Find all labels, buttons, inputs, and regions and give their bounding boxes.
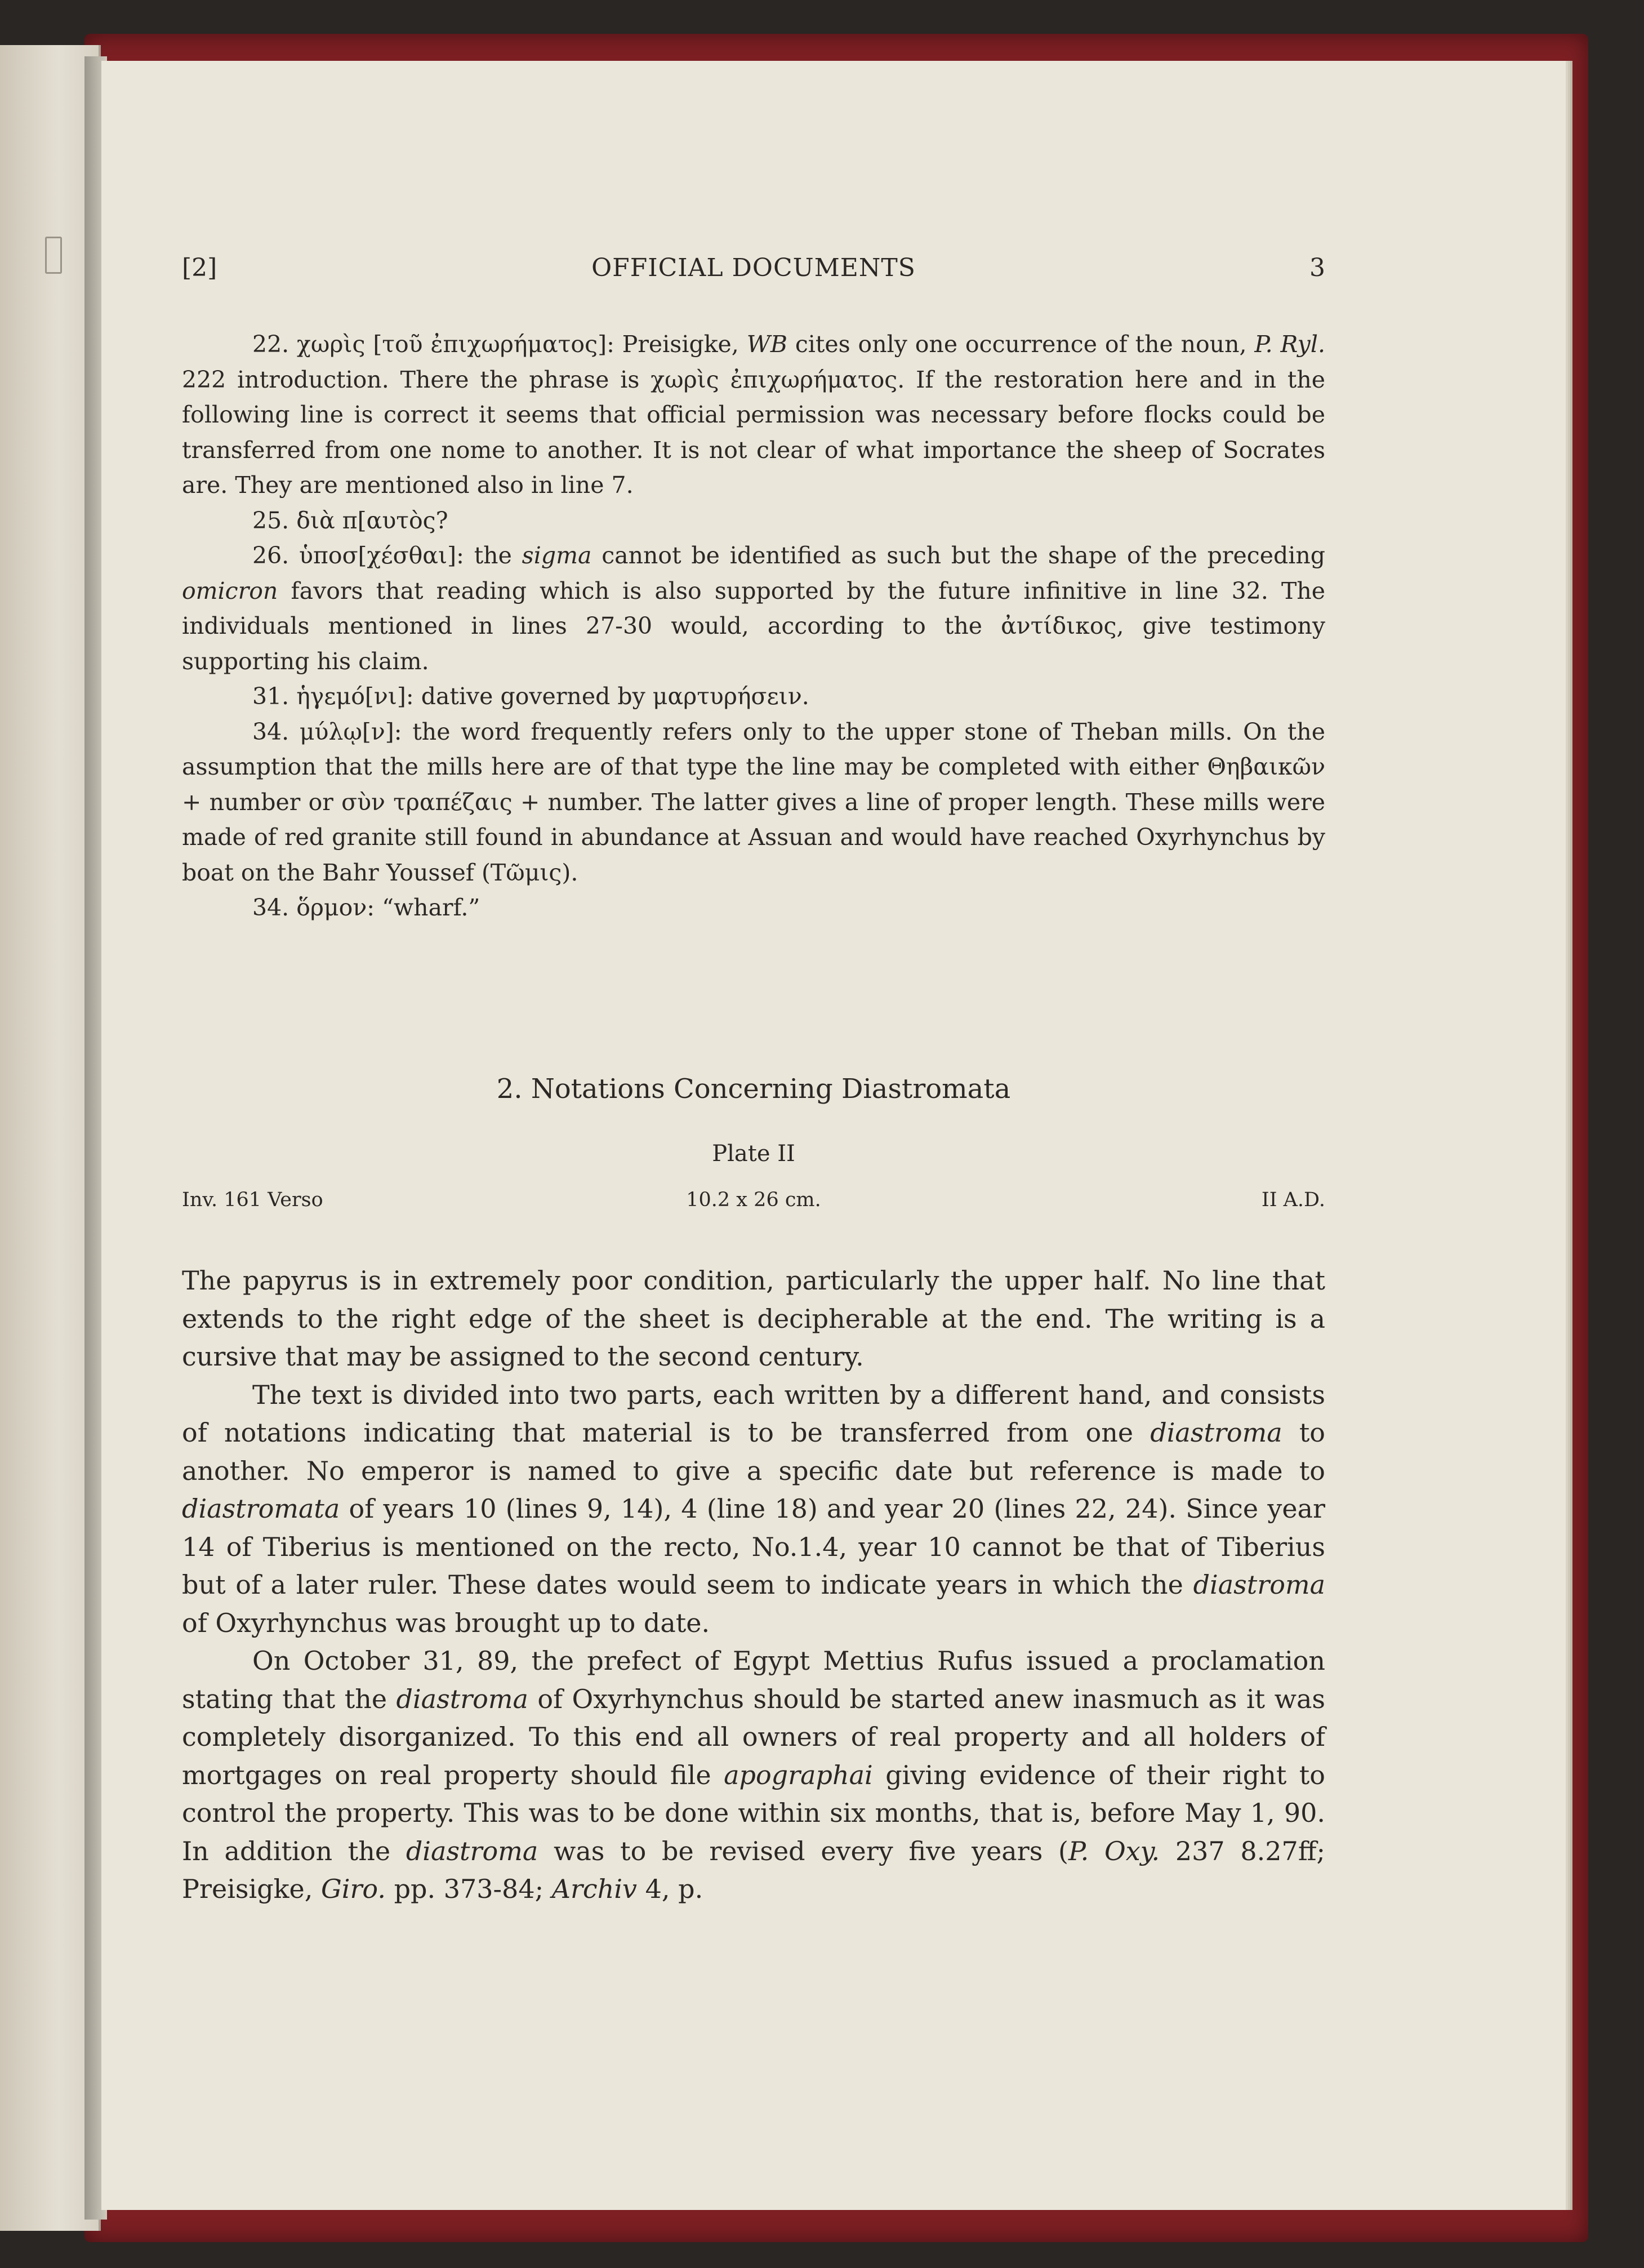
- document-metadata: [182, 1189, 1325, 1217]
- text-run: giving evidence of their right to control the property. This was to be done within six months, that is, before May 1, 90. In addition the: [182, 1759, 1325, 1866]
- body-text: [182, 1262, 1325, 1909]
- paragraph-1: The papyrus is in extremely poor condition, particularly the upper half. No line that extends to the right edge of the sheet is decipherable at the end. The writing is a cursive that may be assigned to the second century.: [182, 1265, 1325, 1372]
- text-run: of Oxyrhynchus was brought up to date.: [182, 1607, 710, 1638]
- text-run: 237 8.27ff; Preisigke,: [182, 1835, 1325, 1904]
- page-number: 3: [1309, 254, 1325, 282]
- italic-run: P. Oxy.: [1068, 1835, 1160, 1866]
- note-italic: omicron: [182, 577, 278, 604]
- section-title: 2. Notations Concerning Diastromata: [496, 1073, 1011, 1105]
- text-run: On October 31, 89, the prefect of Egypt Mettius Rufus issued a proclamation stating that the: [182, 1646, 1325, 1714]
- italic-run: diastromata: [182, 1493, 340, 1524]
- note-text: favors that reading which is also supported by the future infinitive in line 32. The individuals mentioned in lines 27-30 would, according to the ἀντίδικος, give testimony supporting his claim.: [182, 577, 1325, 675]
- italic-run: diastroma: [1150, 1417, 1282, 1448]
- note-text: “wharf.”: [375, 894, 480, 921]
- note-head: 34. μύλῳ[ν]:: [252, 718, 402, 745]
- note-text: Preisigke,: [614, 331, 747, 358]
- note-italic: sigma: [522, 542, 592, 569]
- italic-run: apographai: [724, 1759, 873, 1790]
- note-text: the word frequently refers only to the upper stone of Theban mills. On the assumption that the mills here are of that type the line may be completed with either Θηβαικῶν + number or σὺν τραπέζαις + number. The latter gives a line of proper length. These mills were made of red granite still found in abundance at Assuan and would have reached Oxyrhynchus by boat on the Bahr Youssef (Τῶμις).: [182, 718, 1325, 886]
- note-head: 26. ὑποσ[χέσθαι]:: [252, 542, 464, 569]
- note-text: cites only one occurrence of the noun,: [787, 331, 1255, 358]
- note-head: 31. ἡγεμό[νι]:: [252, 683, 414, 710]
- papyrus-dimensions: 10.2 x 26 cm.: [686, 1189, 821, 1211]
- note-text: 222 introduction. There the phrase is χωρὶς ἐπιχωρήματος. If the restoration here and in the following line is correct it seems that official permission was necessary before flocks could be transferred from one nome to another. It is not clear of what importance the sheep of Socrates are. They are mentioned also in line 7.: [182, 366, 1325, 499]
- note-34b: [182, 890, 1325, 926]
- text-run: to another. No emperor is named to give a specific date but reference is made to: [182, 1417, 1325, 1486]
- paragraph-3: [182, 1642, 1325, 1909]
- text-run: pp. 373-84;: [385, 1874, 552, 1904]
- note-head: 34. ὅρμον:: [252, 894, 375, 921]
- italic-run: diastroma: [396, 1683, 528, 1714]
- inventory-number: Inv. 161 Verso: [182, 1189, 323, 1211]
- note-text: the: [464, 542, 522, 569]
- note-34a: [182, 714, 1325, 891]
- note-text: dative governed by μαρτυρήσειν.: [413, 683, 809, 710]
- paragraph-2: [182, 1376, 1325, 1643]
- text-run: of years 10 (lines 9, 14), 4 (line 18) and year 20 (lines 22, 24). Since year 14 of Tiberius is mentioned on the recto, No.1.4, year 10 cannot be that of Tiberius but of a later ruler. These dates would seem to indicate years in which the: [182, 1493, 1325, 1600]
- text-run: was to be revised every five years (: [538, 1835, 1068, 1866]
- running-title: OFFICIAL DOCUMENTS: [591, 254, 916, 282]
- note-italic: WB: [746, 331, 787, 358]
- note-text: cannot be identified as such but the shape of the preceding: [591, 542, 1326, 569]
- text-run: 4, p.: [637, 1874, 703, 1904]
- text-run: The text is divided into two parts, each written by a different hand, and consists of notations indicating that material is to be transferred from one: [182, 1379, 1325, 1448]
- italic-run: Giro.: [320, 1874, 386, 1904]
- note-25: [182, 503, 1325, 539]
- section-number: [2]: [182, 254, 217, 282]
- italic-run: Archiv: [551, 1874, 638, 1904]
- note-head: 22. χωρὶς [τοῦ ἐπιχωρήματος]:: [252, 331, 614, 358]
- facing-page-mark: [45, 237, 62, 274]
- italic-run: diastroma: [1193, 1569, 1325, 1600]
- text-run: of Oxyrhynchus should be started anew inasmuch as it was completely disorganized. To this end all owners of real property and all holders of mortgages on real property should file: [182, 1683, 1325, 1790]
- note-26: [182, 538, 1325, 679]
- papyrus-date: II A.D.: [1261, 1189, 1325, 1211]
- plate-label: Plate II: [712, 1141, 795, 1167]
- running-header: [182, 254, 1325, 293]
- note-31: [182, 679, 1325, 714]
- italic-run: diastroma: [406, 1835, 538, 1866]
- note-head: 25. διὰ π[αυτὸς?: [252, 506, 448, 534]
- note-22: [182, 327, 1325, 503]
- commentary-notes: [182, 327, 1325, 926]
- note-italic: P. Ryl.: [1254, 331, 1325, 358]
